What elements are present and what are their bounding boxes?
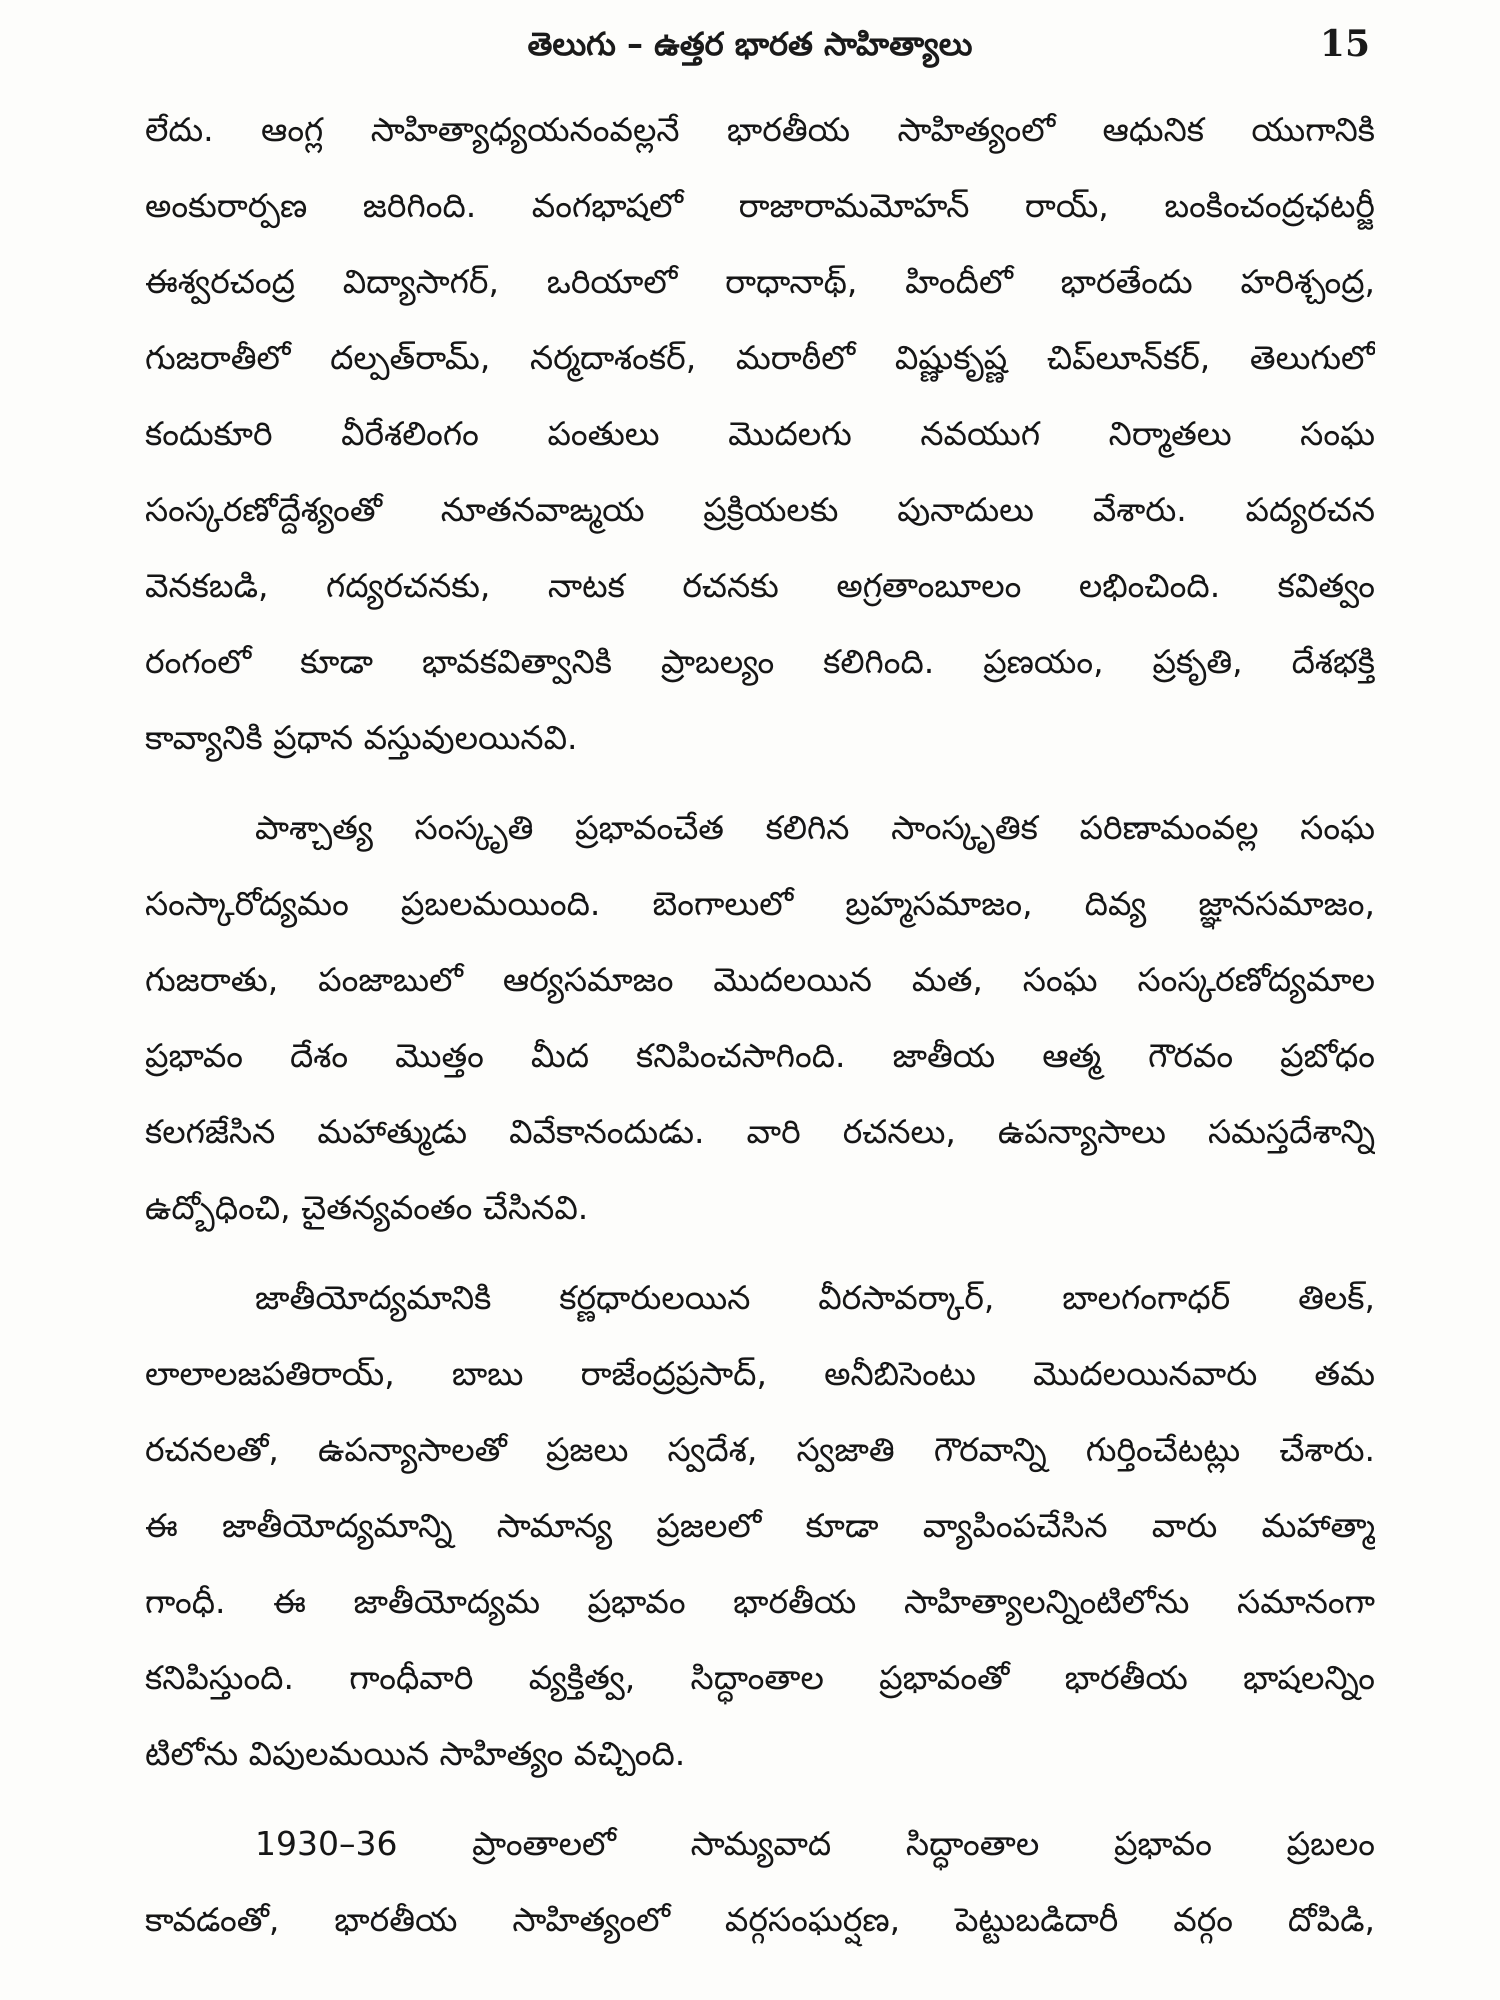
- text-line: ఈ జాతీయోద్యమాన్ని సామాన్య ప్రజలలో కూడా వ్యాపింపచేసిన వారు మహాత్మా: [145, 1506, 1375, 1545]
- text-line: గుజరాతు, పంజాబులో ఆర్యసమాజం మొదలయిన మత, సంఘ సంస్కరణోద్యమాల: [145, 960, 1375, 999]
- paragraph-4: [145, 1806, 1375, 1958]
- paragraph-3: [145, 1260, 1375, 1792]
- text-line: కనిపిస్తుంది. గాంధీవారి వ్యక్తిత్వ, సిద్ధాంతాల ప్రభావంతో భారతీయ భాషలన్నిం: [145, 1658, 1375, 1697]
- text-line: టిలోను విపులమయిన సాహిత్యం వచ్చింది.: [145, 1734, 686, 1773]
- text-line: లేదు. ఆంగ్ల సాహిత్యాధ్యయనంవల్లనే భారతీయ సాహిత్యంలో ఆధునిక యుగానికి: [145, 110, 1375, 149]
- text-line: పాశ్చాత్య సంస్కృతి ప్రభావంచేత కలిగిన సాంస్కృతిక పరిణామంవల్ల సంఘ: [255, 808, 1375, 847]
- text-line: అంకురార్పణ జరిగింది. వంగభాషలో రాజారామమోహన్ రాయ్, బంకించంద్రఛటర్జీ: [145, 186, 1375, 225]
- text-line: వెనకబడి, గద్యరచనకు, నాటక రచనకు అగ్రతాంబూలం లభించింది. కవిత్వం: [145, 566, 1375, 605]
- body-text: [145, 92, 1375, 1972]
- text-line: లాలాలజపతిరాయ్, బాబు రాజేంద్రప్రసాద్, అనీబిసెంటు మొదలయినవారు తమ: [145, 1354, 1375, 1393]
- text-line: ఉద్బోధించి, చైతన్యవంతం చేసినవి.: [145, 1188, 589, 1227]
- paragraph-1: [145, 92, 1375, 776]
- text-line: కందుకూరి వీరేశలింగం పంతులు మొదలగు నవయుగ నిర్మాతలు సంఘ: [145, 414, 1375, 453]
- page-number: 15: [1319, 23, 1370, 65]
- text-line: జాతీయోద్యమానికి కర్ణధారులయిన వీరసావర్కార్, బాలగంగాధర్ తిలక్,: [255, 1278, 1375, 1317]
- text-line: గుజరాతీలో దల్పత్‌రామ్, నర్మదాశంకర్, మరాఠీలో విష్ణుకృష్ణ చిప్‌లూన్‌కర్, తెలుగులో: [145, 338, 1375, 377]
- paragraph-2: [145, 790, 1375, 1246]
- text-line: ఈశ్వరచంద్ర విద్యాసాగర్, ఒరియాలో రాధానాథ్, హిందీలో భారతేందు హరిశ్చంద్ర,: [145, 262, 1375, 301]
- text-line: గాంధీ. ఈ జాతీయోద్యమ ప్రభావం భారతీయ సాహిత్యాలన్నింటిలోను సమానంగా: [145, 1582, 1375, 1621]
- text-line: సంస్కారోద్యమం ప్రబలమయింది. బెంగాలులో బ్రహ్మసమాజం, దివ్య జ్ఞానసమాజం,: [145, 884, 1375, 923]
- text-line: ప్రభావం దేశం మొత్తం మీద కనిపించసాగింది. జాతీయ ఆత్మ గౌరవం ప్రబోధం: [145, 1036, 1375, 1075]
- running-header: [0, 14, 1500, 74]
- text-line: కలగజేసిన మహాత్ముడు వివేకానందుడు. వారి రచనలు, ఉపన్యాసాలు సమస్తదేశాన్ని: [145, 1112, 1375, 1151]
- text-line: సంస్కరణోద్దేశ్యంతో నూతనవాఙ్మయ ప్రక్రియలకు పునాదులు వేశారు. పద్యరచన: [145, 490, 1375, 529]
- text-line: రంగంలో కూడా భావకవిత్వానికి ప్రాబల్యం కలిగింది. ప్రణయం, ప్రకృతి, దేశభక్తి: [145, 642, 1375, 681]
- text-line: రచనలతో, ఉపన్యాసాలతో ప్రజలు స్వదేశ, స్వజాతి గౌరవాన్ని గుర్తించేటట్లు చేశారు.: [145, 1430, 1375, 1469]
- running-title: తెలుగు – ఉత్తర భారత సాహిత్యాలు: [527, 25, 973, 63]
- text-line: కావ్యానికి ప్రధాన వస్తువులయినవి.: [145, 718, 578, 757]
- text-line: కావడంతో, భారతీయ సాహిత్యంలో వర్గసంఘర్షణ, పెట్టుబడిదారీ వర్గం దోపిడి,: [145, 1900, 1375, 1939]
- text-line: 1930–36 ప్రాంతాలలో సామ్యవాద సిద్ధాంతాల ప్రభావం ప్రబలం: [255, 1824, 1375, 1863]
